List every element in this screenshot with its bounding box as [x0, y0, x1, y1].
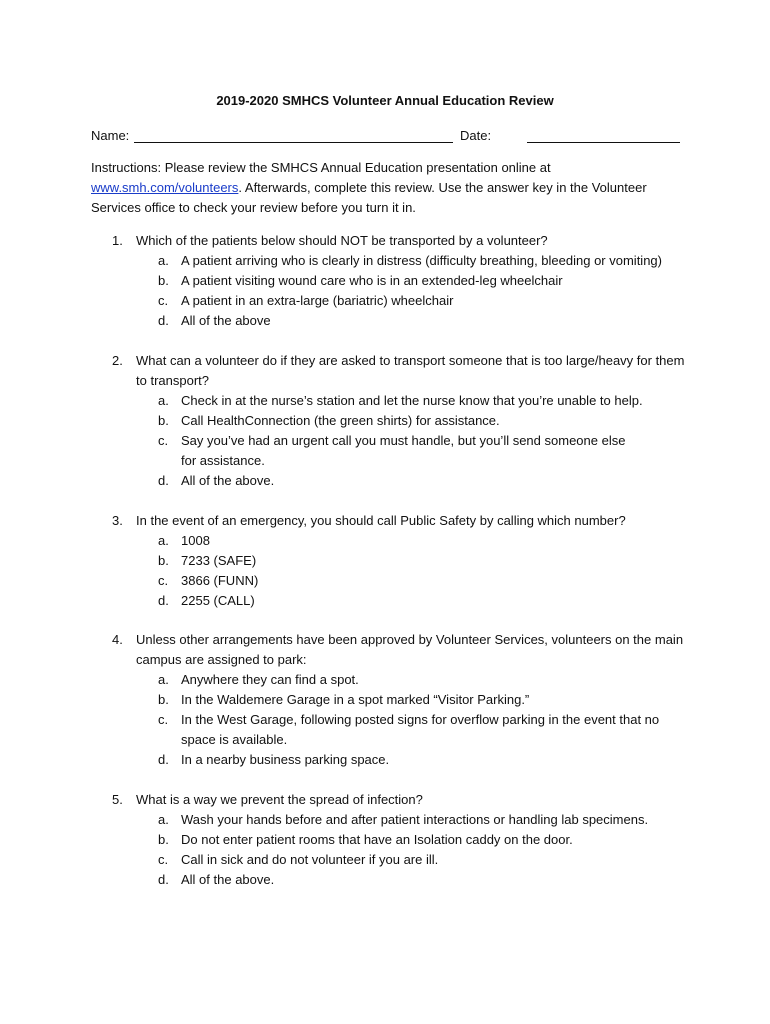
option-text: Check in at the nurse’s station and let the nurse know that you’re unable to help.: [181, 393, 643, 408]
option-text: 7233 (SAFE): [181, 553, 257, 568]
option-letter: a.: [158, 672, 169, 687]
name-label: Name:: [91, 128, 130, 143]
option-text: A patient visiting wound care who is in an extended-leg wheelchair: [181, 273, 563, 288]
question-number: 4.: [112, 632, 123, 647]
option-text: All of the above.: [181, 473, 275, 488]
question-number: 5.: [112, 792, 123, 807]
question-text: What is a way we prevent the spread of infection?: [136, 792, 423, 807]
option-letter: b.: [158, 273, 169, 288]
option-letter: a.: [158, 812, 169, 827]
option-letter: c.: [158, 293, 169, 308]
option-letter: b.: [158, 832, 169, 847]
question-number: 3.: [112, 513, 123, 528]
option-text: 3866 (FUNN): [181, 573, 259, 588]
option-text: All of the above: [181, 313, 271, 328]
option-letter: d.: [158, 752, 169, 767]
option-letter: d.: [158, 473, 169, 488]
instructions: [91, 158, 691, 218]
option-letter: b.: [158, 692, 169, 707]
option-text: In the Waldemere Garage in a spot marked “Visitor Parking.”: [181, 692, 530, 707]
option-text: Wash your hands before and after patient interactions or handling lab specimens.: [181, 812, 649, 827]
name-field[interactable]: [134, 142, 453, 143]
option-letter: c.: [158, 573, 169, 588]
question-text: What can a volunteer do if they are asked to transport someone that is too large/heavy for them to transport?: [136, 353, 685, 388]
option-letter: d.: [158, 313, 169, 328]
option-text: A patient in an extra-large (bariatric) wheelchair: [181, 293, 454, 308]
option-letter: a.: [158, 253, 169, 268]
option-text: 1008: [181, 533, 210, 548]
instructions-text-2: . Afterwards, complete this review. Use the answer key in the Volunteer Services office to check your review before you turn it in.: [91, 180, 647, 215]
option-text: A patient arriving who is clearly in distress (difficulty breathing, bleeding or vomiting): [181, 253, 662, 268]
page-title: 2019-2020 SMHCS Volunteer Annual Education Review: [216, 93, 554, 108]
question-text: Unless other arrangements have been approved by Volunteer Services, volunteers on the main campus are assigned to park:: [136, 632, 684, 667]
question-text: In the event of an emergency, you should call Public Safety by calling which number?: [136, 513, 626, 528]
option-letter: a.: [158, 533, 169, 548]
option-text: Say you’ve had an urgent call you must handle, but you’ll send someone else for assistance.: [181, 433, 626, 468]
option-text: Call in sick and do not volunteer if you are ill.: [181, 852, 439, 867]
option-text: In the West Garage, following posted signs for overflow parking in the event that no space is available.: [181, 712, 660, 747]
question-number: 2.: [112, 353, 123, 368]
option-letter: c.: [158, 852, 169, 867]
option-letter: d.: [158, 593, 169, 608]
instructions-text-1: Instructions: Please review the SMHCS Annual Education presentation online at: [91, 160, 551, 175]
question-text: Which of the patients below should NOT be transported by a volunteer?: [136, 233, 548, 248]
question-number: 1.: [112, 233, 123, 248]
date-label: Date:: [460, 128, 492, 143]
option-letter: a.: [158, 393, 169, 408]
option-letter: d.: [158, 872, 169, 887]
option-text: All of the above.: [181, 872, 275, 887]
option-text: Do not enter patient rooms that have an Isolation caddy on the door.: [181, 832, 573, 847]
option-letter: b.: [158, 553, 169, 568]
volunteers-link[interactable]: www.smh.com/volunteers: [91, 180, 239, 195]
option-text: In a nearby business parking space.: [181, 752, 390, 767]
option-text: Anywhere they can find a spot.: [181, 672, 359, 687]
option-letter: b.: [158, 413, 169, 428]
option-letter: c.: [158, 712, 169, 727]
option-text: 2255 (CALL): [181, 593, 255, 608]
date-field[interactable]: [527, 142, 680, 143]
option-text: Call HealthConnection (the green shirts) for assistance.: [181, 413, 500, 428]
option-letter: c.: [158, 433, 169, 448]
